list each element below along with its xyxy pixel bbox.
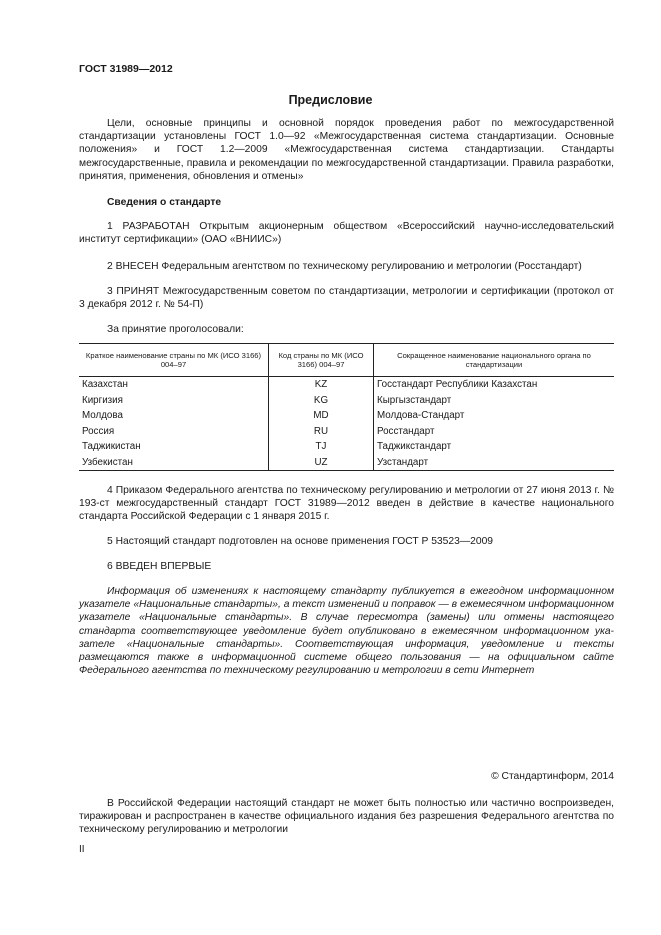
table-row	[79, 408, 614, 424]
item-adopted: 3 ПРИНЯТ Межгосударственным советом по стандартизации, метрологии и сертификации (протокол от 3 декабря 2012 г. № 54-П)	[79, 286, 614, 311]
cell-agency: Молдова-Стандарт	[374, 408, 615, 424]
intro-paragraph: Цели, основные принципы и основной порядок проведения работ по межгосударственной стандартизации установлены ГОСТ 1.0—92 «Межгосударственная система стандартизации. Основные положения» и ГОСТ 1.2—2009 «Межгосударственная система стандартизации. Стандарты межгосударственные, правила и рекомендации по межгосударственной стандартизации. Правила разработки, принятия, применения, обновления и отмены»	[79, 118, 614, 182]
cell-code: UZ	[269, 455, 374, 471]
cell-agency: Кыргызстандарт	[374, 393, 615, 409]
cell-agency: Узстандарт	[374, 455, 615, 471]
header-code: Код страны по МК (ИСО 3166) 004–97	[269, 344, 374, 377]
table-row	[79, 393, 614, 409]
table-header-row	[79, 344, 614, 377]
info-heading: Сведения о стандарте	[107, 197, 222, 208]
item-introduced: 2 ВНЕСЕН Федеральным агентством по техническому регулированию и метрологии (Росстандарт)	[107, 261, 582, 272]
table-row	[79, 439, 614, 455]
cell-country: Таджикистан	[79, 439, 269, 455]
voting-table	[79, 343, 614, 471]
reproduction-restriction: В Российской Федерации настоящий стандарт не может быть полностью или частично воспроизведен, тиражирован и распространен в качестве официального издания без разрешения Федерального агентства по техническому регулированию и метрологии	[79, 798, 614, 836]
change-notice: Информация об изменениях к настоящему стандарту публикуется в ежегодном информационном указателе «Национальные стандарты», а текст изменений и поправок — в ежемесячном информационном указателе «Национальные стандарты». В случае пересмотра (замены) или отмены настоящего стандарта соответствующее уведомление будет опубликовано в ежемесячном информационном ука-зателе «Национальные стандарты». Соответствующая информация, уведомление и тексты размещаются также в информационной системе общего пользования — на официальном сайте Федерального агентства по техническому регулированию и метрологии в сети Интернет	[79, 586, 614, 677]
cell-code: KG	[269, 393, 374, 409]
cell-country: Россия	[79, 424, 269, 440]
cell-country: Узбекистан	[79, 455, 269, 471]
item-first-introduced: 6 ВВЕДЕН ВПЕРВЫЕ	[107, 561, 212, 572]
cell-agency: Госстандарт Республики Казахстан	[374, 377, 615, 393]
item-order: 4 Приказом Федерального агентства по техническому регулированию и метрологии от 27 июня 2013 г. № 193-ст межгосударственный стандарт ГОСТ 31989—2012 введен в действие в качестве национального стандарта Российской Федерации с 1 января 2015 г.	[79, 485, 614, 523]
voted-label: За принятие проголосовали:	[107, 324, 244, 335]
header-country: Краткое наименование страны по МК (ИСО 3166) 004–97	[79, 344, 269, 377]
header-agency: Сокращенное наименование национального органа по стандартизации	[374, 344, 615, 377]
page-title: Предисловие	[288, 93, 373, 107]
copyright: © Стандартинформ, 2014	[491, 771, 614, 782]
cell-country: Киргизия	[79, 393, 269, 409]
cell-agency: Таджикстандарт	[374, 439, 615, 455]
page-number: II	[79, 844, 85, 855]
table-row	[79, 424, 614, 440]
table-row	[79, 455, 614, 471]
cell-country: Казахстан	[79, 377, 269, 393]
cell-country: Молдова	[79, 408, 269, 424]
table-row	[79, 377, 614, 393]
item-basis: 5 Настоящий стандарт подготовлен на основе применения ГОСТ Р 53523—2009	[107, 536, 494, 547]
standard-header: ГОСТ 31989—2012	[79, 63, 173, 75]
cell-code: RU	[269, 424, 374, 440]
cell-code: MD	[269, 408, 374, 424]
cell-code: KZ	[269, 377, 374, 393]
cell-code: TJ	[269, 439, 374, 455]
cell-agency: Росстандарт	[374, 424, 615, 440]
item-developed: 1 РАЗРАБОТАН Открытым акционерным обществом «Всероссийский научно-исследовательский институт сертификации» (ОАО «ВНИИС»)	[79, 221, 614, 246]
